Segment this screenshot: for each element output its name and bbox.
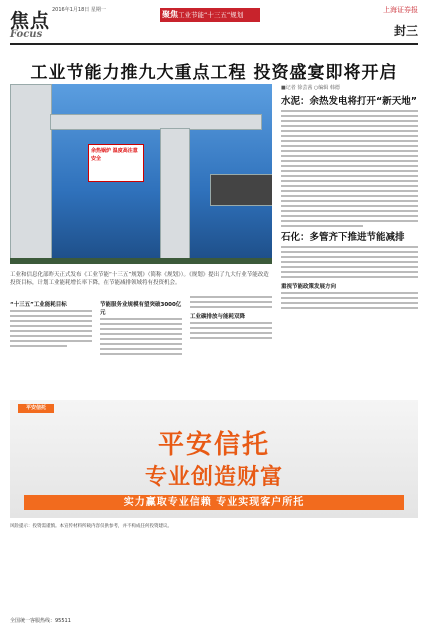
- main-headline: 工业节能力推九大重点工程 投资盛宴即将开启: [30, 63, 398, 83]
- factory-photo: [10, 84, 272, 264]
- brand-logo: 平安信托: [18, 404, 54, 413]
- section-title-en: Focus: [10, 29, 43, 40]
- dateline: 2016年1月18日 星期一: [52, 7, 106, 13]
- subhead-3: 工业碳排放与能耗双降: [190, 314, 246, 320]
- ad-headline: 平安信托: [157, 430, 270, 460]
- topic-prefix: 聚焦: [162, 10, 178, 19]
- header-rule: [10, 43, 418, 45]
- section-title: 焦点: [10, 10, 51, 32]
- byline: ■记者 徐芸茜 ○编辑 韩德: [281, 85, 340, 91]
- topic-banner: [160, 8, 260, 22]
- safety-sign: 余热锅炉 温度高注意安全: [88, 144, 144, 182]
- newspaper-name: 上海证券报: [383, 6, 418, 14]
- lead-paragraph: 工业和信息化部昨天正式发布《工业节能“十三五”规划》（简称《规划》）。《规划》提出了九大行业节能改造投资目标，计划工业能耗增长率下降，在节能减排领域将有投资机会。: [10, 272, 269, 286]
- right-article-title: 水泥：余热发电将打开“新天地”: [281, 96, 417, 107]
- subhead-1: “十三五”工业能耗目标: [10, 302, 67, 308]
- ad-disclaimer: 风险提示：投资需谨慎。本宣传材料所载内容仅供参考，并不构成任何投资建议。: [10, 524, 172, 529]
- right-article-subtitle: 石化：多管齐下推进节能减排: [281, 232, 405, 243]
- ad-tagline: 实力赢取专业信赖 专业实现客户所托: [24, 495, 404, 510]
- advertisement[interactable]: [10, 400, 418, 518]
- ad-slogan: 专业创造财富: [144, 465, 283, 490]
- topic-title: 工业节能“十三五”规划: [178, 11, 244, 19]
- hotline: 全国统一客服热线：95511: [10, 618, 71, 624]
- page-number: 封三: [393, 24, 418, 38]
- subhead-2: 节能服务业规模有望突破3000亿元: [100, 302, 182, 316]
- right-article-subhead: 重视节能政策发展方向: [281, 284, 337, 290]
- page-header: [0, 0, 428, 44]
